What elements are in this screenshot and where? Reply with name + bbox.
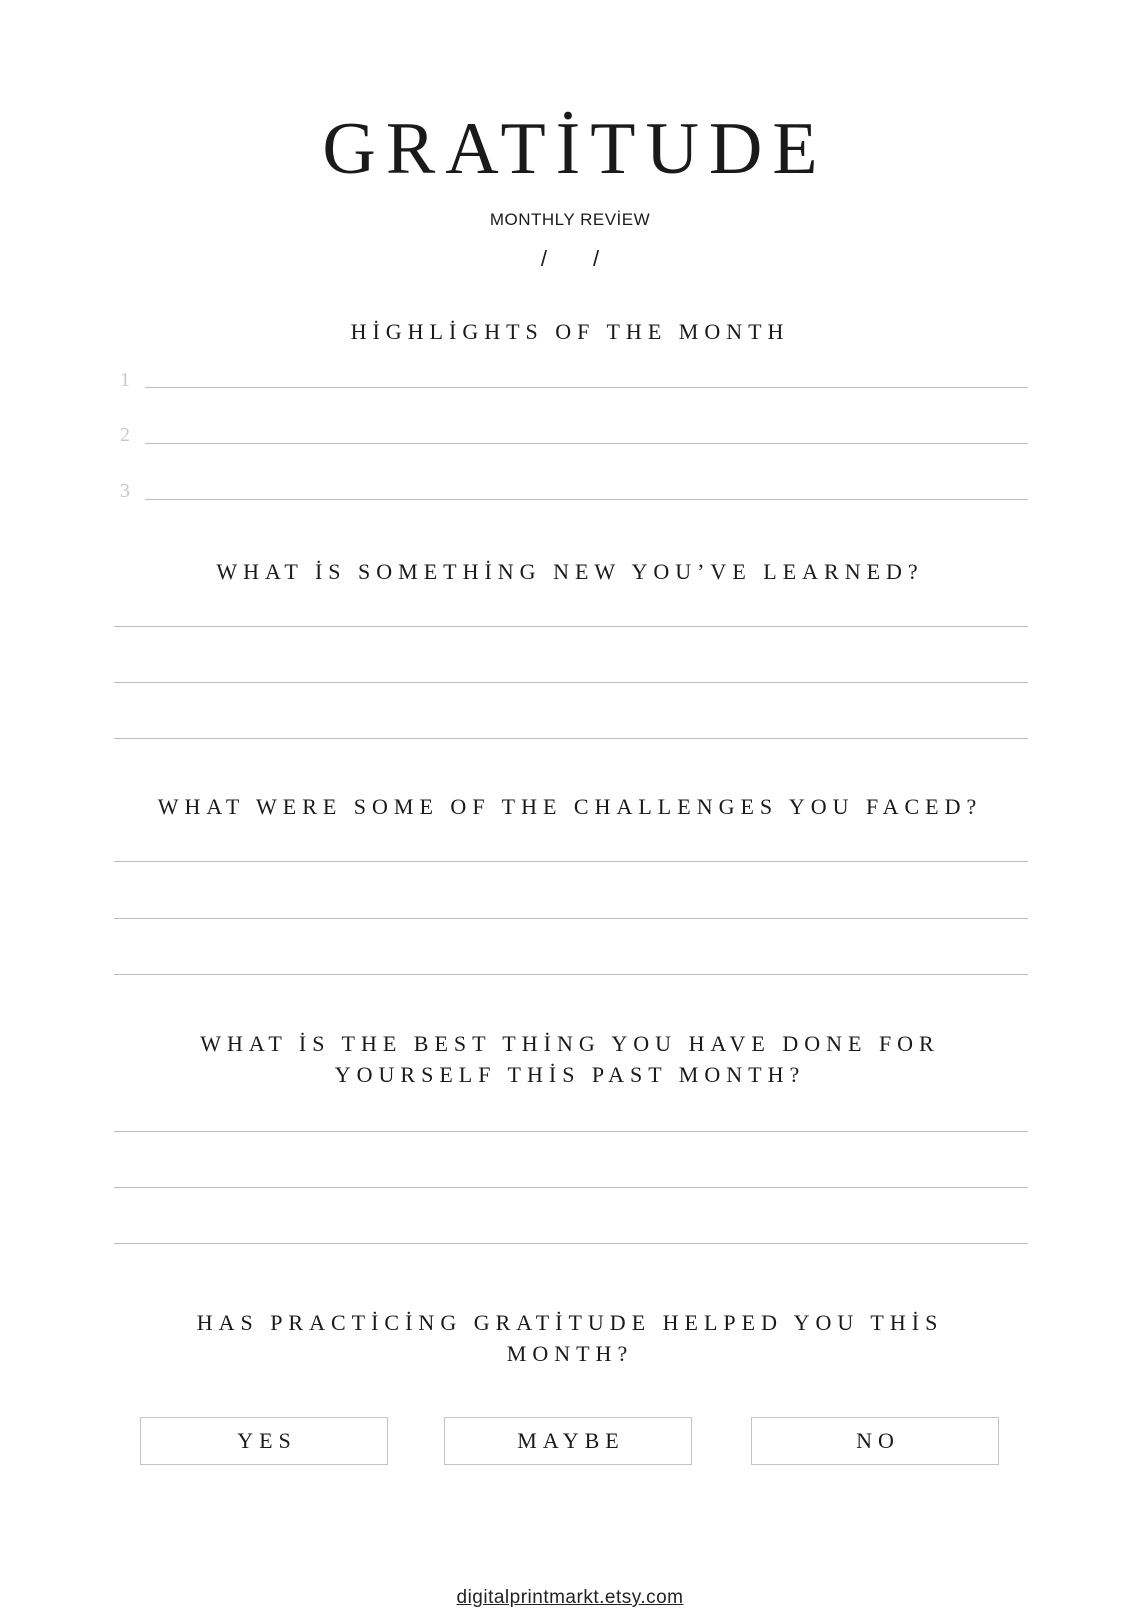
gratitude-check-heading: HAS PRACTİCİNG GRATİTUDE HELPED YOU THİS MONTH? bbox=[196, 1310, 944, 1366]
option-maybe-box[interactable]: MAYBE bbox=[444, 1417, 692, 1465]
date-field[interactable]: / / bbox=[540, 246, 600, 271]
learned-heading: WHAT İS SOMETHİNG NEW YOU’VE LEARNED? bbox=[216, 559, 924, 584]
writing-line[interactable] bbox=[114, 1243, 1028, 1244]
highlight-number: 2 bbox=[120, 424, 130, 446]
writing-line[interactable] bbox=[114, 682, 1028, 683]
writing-line[interactable] bbox=[114, 918, 1028, 919]
writing-line[interactable] bbox=[114, 1131, 1028, 1132]
option-yes-box[interactable]: YES bbox=[140, 1417, 388, 1465]
writing-line[interactable] bbox=[114, 861, 1028, 862]
writing-line[interactable] bbox=[145, 443, 1028, 444]
highlights-heading: HİGHLİGHTS OF THE MONTH bbox=[350, 319, 790, 344]
option-no-box[interactable]: NO bbox=[751, 1417, 999, 1465]
highlight-number: 1 bbox=[120, 369, 130, 391]
footer-link[interactable]: digitalprintmarkt.etsy.com bbox=[456, 1587, 684, 1608]
best-thing-heading: WHAT İS THE BEST THİNG YOU HAVE DONE FOR YOURSELF THİS PAST MONTH? bbox=[200, 1031, 940, 1087]
writing-line[interactable] bbox=[114, 626, 1028, 627]
writing-line[interactable] bbox=[145, 387, 1028, 388]
writing-line[interactable] bbox=[114, 1187, 1028, 1188]
challenges-heading: WHAT WERE SOME OF THE CHALLENGES YOU FACED? bbox=[157, 794, 983, 819]
page-title: GRATİTUDE bbox=[322, 108, 828, 190]
writing-line[interactable] bbox=[145, 499, 1028, 500]
page-subtitle: MONTHLY REVİEW bbox=[489, 210, 651, 229]
writing-line[interactable] bbox=[114, 738, 1028, 739]
highlight-number: 3 bbox=[120, 480, 130, 502]
writing-line[interactable] bbox=[114, 974, 1028, 975]
